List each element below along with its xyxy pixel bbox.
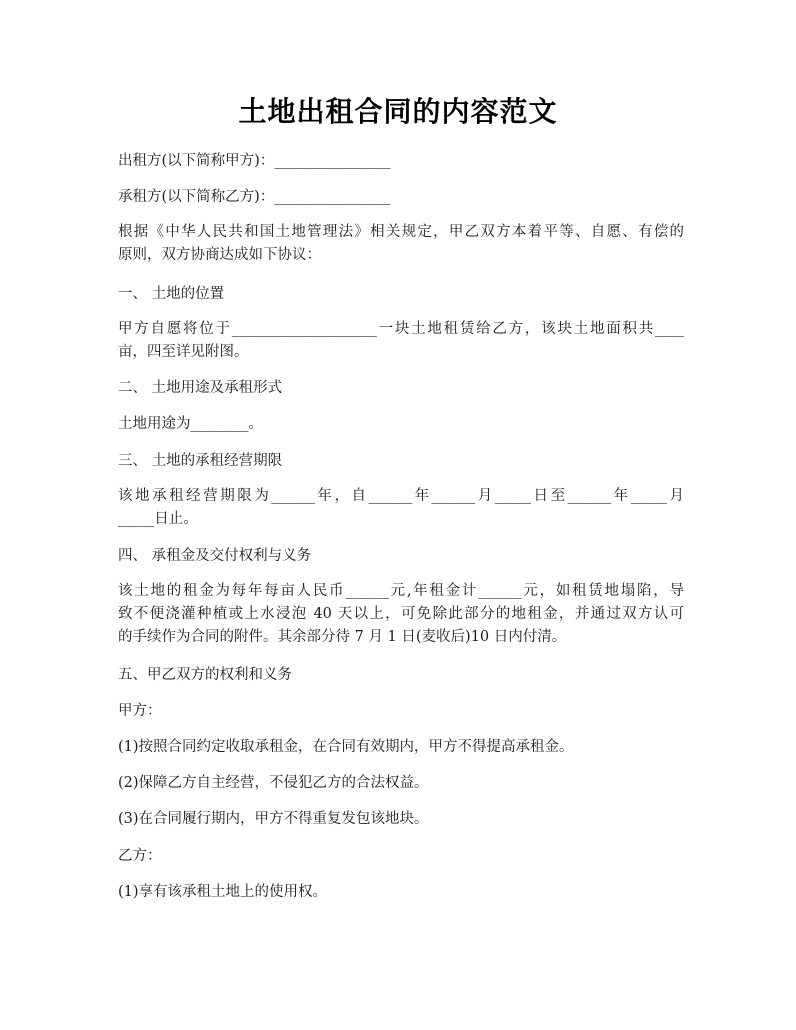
lessee-line: 承租方(以下简称乙方)：________________ bbox=[118, 189, 391, 205]
section4-paragraph bbox=[118, 580, 684, 649]
section1-heading: 一、 土地的位置 bbox=[118, 286, 225, 302]
section3-line-2: _____日止。 bbox=[118, 511, 198, 527]
section4-line-2: 致不便浇灌种植或上水浸泡 40 天以上，可免除此部分的地租金，并通过双方认可 bbox=[118, 606, 684, 622]
section1-line-2: 亩，四至详见附图。 bbox=[118, 344, 249, 360]
party-a-label: 甲方： bbox=[118, 703, 162, 719]
party-a-item-3: (3)在合同履行期内，甲方不得重复发包该地块。 bbox=[118, 811, 429, 827]
section2-body: 土地用途为________。 bbox=[118, 416, 263, 432]
intro-paragraph bbox=[118, 221, 684, 267]
party-a-item-2: (2)保障乙方自主经营，不侵犯乙方的合法权益。 bbox=[118, 775, 429, 791]
section5-heading: 五、甲乙双方的权利和义务 bbox=[118, 667, 292, 683]
document-title: 土地出租合同的内容范文 bbox=[238, 95, 558, 128]
party-b-label: 乙方： bbox=[118, 848, 162, 864]
intro-line-2: 原则，双方协商达成如下协议： bbox=[118, 247, 321, 263]
section4-line-1: 该土地的租金为每年每亩人民币______元,年租金计______元，如租赁地塌陷，导 bbox=[118, 583, 684, 599]
section3-line-1: 该地承租经营期限为______年，自______年______月_____日至______年_____月 bbox=[118, 488, 684, 504]
section1-paragraph bbox=[118, 318, 684, 364]
party-a-item-1: (1)按照合同约定收取承租金，在合同有效期内，甲方不得提高承租金。 bbox=[118, 739, 574, 755]
section2-heading: 二、 土地用途及承租形式 bbox=[118, 380, 283, 396]
lessor-line: 出租方(以下简称甲方)：________________ bbox=[118, 153, 391, 169]
section3-paragraph bbox=[118, 485, 684, 531]
intro-line-1: 根据《中华人民共和国土地管理法》相关规定，甲乙双方本着平等、自愿、有偿的 bbox=[118, 224, 684, 240]
section4-line-3: 的手续作为合同的附件。其余部分待 7 月 1 日(麦收后)10 日内付清。 bbox=[118, 629, 567, 645]
party-b-item-1: (1)享有该承租土地上的使用权。 bbox=[118, 884, 328, 900]
section1-line-1: 甲方自愿将位于____________________一块土地租赁给乙方，该块土地面积共____ bbox=[118, 321, 684, 337]
section3-heading: 三、 土地的承租经营期限 bbox=[118, 453, 283, 469]
section4-heading: 四、 承租金及交付权利与义务 bbox=[118, 548, 312, 564]
